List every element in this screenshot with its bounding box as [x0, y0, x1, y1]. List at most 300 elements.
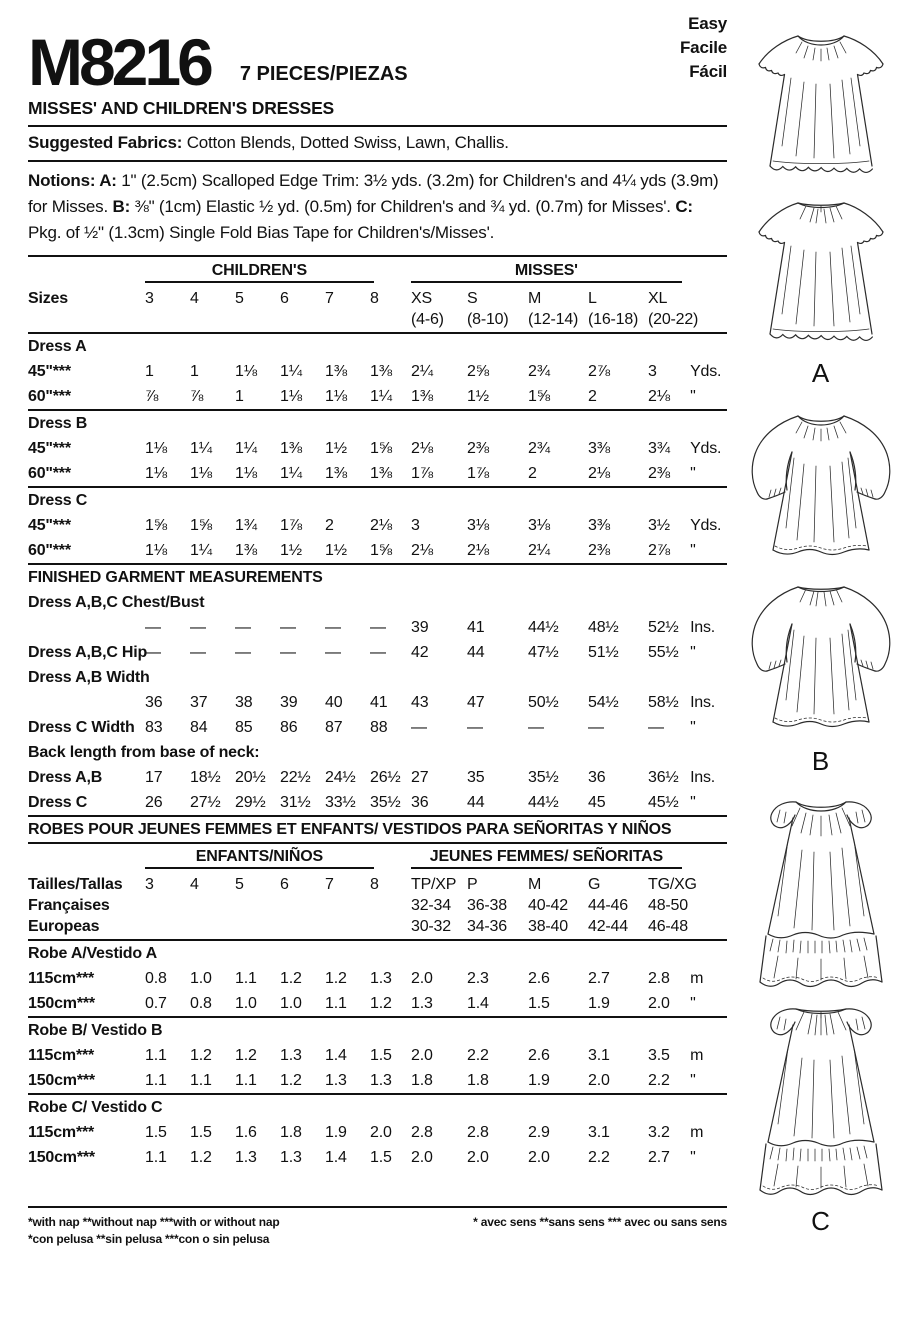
notions-a-text: 1" (2.5cm) Scalloped Edge Trim: 3½ yds. (3.2m) for Children's and 4¼ yds (3.9m) for Misses. [28, 171, 719, 216]
value-cell: 52½ [648, 619, 679, 636]
table-row [28, 1043, 727, 1068]
row-label: Tailles/Tallas [28, 876, 123, 893]
pieces-count: 7 PIECES/PIEZAS [239, 63, 408, 85]
value-cell: 2.0 [528, 1149, 550, 1166]
value-cell: 1⅞ [467, 465, 489, 482]
value-cell: 2.8 [467, 1124, 489, 1141]
value-cell: 2⅛ [411, 542, 433, 559]
value-cell: 1½ [467, 388, 489, 405]
value-cell: 1.1 [325, 995, 347, 1012]
group-header-label: CHILDREN'S [145, 262, 374, 283]
group-header-label: ENFANTS/NIÑOS [145, 848, 374, 869]
table-row [28, 1145, 727, 1170]
value-cell: 1½ [325, 542, 347, 559]
value-cell: 1 [235, 388, 244, 405]
value-cell: 45½ [648, 794, 679, 811]
value-cell: 2.9 [528, 1124, 550, 1141]
value-cell: 1⅜ [411, 388, 433, 405]
value-cell: 1⅝ [190, 517, 212, 534]
value-cell: — [370, 619, 386, 636]
value-cell: 54½ [588, 694, 619, 711]
value-cell: 51½ [588, 644, 619, 661]
dress-c-label: C [811, 1206, 830, 1236]
group-header-label: JEUNES FEMMES/ SEÑORITAS [411, 848, 682, 869]
value-cell: 39 [411, 619, 429, 636]
value-cell: 2⅜ [648, 465, 670, 482]
dress-a-back-illustration [746, 188, 896, 356]
value-cell: 48-50 [648, 897, 688, 914]
value-cell: 1¼ [235, 440, 257, 457]
value-cell: 36 [411, 794, 429, 811]
value-cell: 37 [190, 694, 208, 711]
value-cell [280, 897, 325, 918]
value-cell: — [370, 644, 386, 661]
value-cell: 1⅜ [235, 542, 257, 559]
value-cell: 44½ [528, 619, 559, 636]
dress-a-label: A [811, 358, 830, 388]
value-cell: 1.2 [280, 1072, 302, 1089]
table-row [28, 765, 727, 790]
unit-cell: " [690, 388, 696, 405]
value-cell: 5 [235, 876, 244, 893]
row-label [28, 311, 145, 333]
value-cell [325, 918, 370, 940]
row-label: Sizes [28, 290, 68, 307]
value-cell: 1.2 [190, 1047, 212, 1064]
value-cell: 2⅛ [648, 388, 670, 405]
unit-cell: m [690, 970, 704, 987]
value-cell: 2¾ [528, 440, 550, 457]
table-row [28, 897, 727, 918]
group-header-left [145, 258, 411, 286]
value-cell: 20½ [235, 769, 266, 786]
section-label: Dress C [28, 487, 727, 513]
pattern-number: M8216 [28, 25, 210, 100]
value-cell: 1.5 [370, 1047, 392, 1064]
table-row [28, 1120, 727, 1145]
value-cell: 2.0 [467, 1149, 489, 1166]
masthead [28, 0, 727, 100]
value-cell: 1½ [280, 542, 302, 559]
value-cell: TG/XG [648, 876, 697, 893]
value-cell: M [528, 290, 542, 307]
unit-cell: Ins. [690, 769, 716, 786]
table-row [28, 665, 727, 690]
value-cell: 36-38 [467, 897, 507, 914]
unit-cell: " [690, 995, 696, 1012]
value-cell: 32-34 [411, 897, 451, 914]
value-cell: 1.4 [467, 995, 489, 1012]
spacer-cell [690, 258, 727, 286]
value-cell: 17 [145, 769, 163, 786]
suggested-fabrics [28, 127, 727, 162]
value-cell [370, 311, 411, 333]
unit-cell: m [690, 1124, 704, 1141]
value-cell: 2⅝ [467, 363, 489, 380]
value-cell: 44-46 [588, 897, 628, 914]
footnotes-left [28, 1214, 279, 1248]
value-cell: 36 [588, 769, 606, 786]
figure-dress-b [738, 400, 903, 777]
value-cell: 1¾ [235, 517, 257, 534]
value-cell: 41 [467, 619, 485, 636]
value-cell: 2.7 [588, 970, 610, 987]
table-row [28, 590, 727, 615]
table-row [28, 384, 727, 410]
table-row [28, 816, 727, 843]
value-cell: 1⅝ [370, 542, 392, 559]
value-cell [145, 897, 190, 918]
table-row [28, 690, 727, 715]
value-cell: M [528, 876, 542, 893]
unit-cell [690, 918, 727, 940]
row-label: 45"*** [28, 363, 71, 380]
row-label: 45"*** [28, 517, 71, 534]
value-cell: 1.1 [145, 1072, 167, 1089]
value-cell: 40 [325, 694, 343, 711]
value-cell: 35½ [528, 769, 559, 786]
unit-cell: " [690, 644, 696, 661]
figure-dress-c [738, 788, 903, 1237]
footnote-en: *with nap **without nap ***with or without nap [28, 1215, 280, 1229]
value-cell: 1.3 [325, 1072, 347, 1089]
value-cell: 1.1 [235, 1072, 257, 1089]
value-cell: — [325, 644, 341, 661]
value-cell: 35½ [370, 794, 401, 811]
value-cell: 2⅛ [588, 465, 610, 482]
value-cell: (8-10) [467, 311, 509, 328]
value-cell: 2¼ [411, 363, 433, 380]
value-cell: 1.3 [370, 970, 392, 987]
value-cell: 2.8 [411, 1124, 433, 1141]
footnotes [28, 1206, 727, 1248]
value-cell: 1¼ [280, 465, 302, 482]
value-cell: 2⅞ [648, 542, 670, 559]
table-row [28, 564, 727, 590]
value-cell [325, 311, 370, 333]
group-header-right [411, 258, 690, 286]
row-label: Dress A,B [28, 769, 103, 786]
value-cell [190, 311, 235, 333]
unit-cell: " [690, 794, 696, 811]
value-cell: 1.2 [190, 1149, 212, 1166]
notions-b-label: B: [112, 197, 131, 216]
unit-cell: Yds. [690, 440, 722, 457]
value-cell: — [145, 619, 161, 636]
spacer-cell [690, 843, 727, 872]
value-cell: 2.0 [411, 970, 433, 987]
value-cell: 1.3 [370, 1072, 392, 1089]
row-label: 45"*** [28, 440, 71, 457]
table-row [28, 715, 727, 740]
section-label: Dress A [28, 333, 727, 359]
table-row [28, 640, 727, 665]
value-cell: 3 [411, 517, 420, 534]
value-cell: 1¼ [190, 440, 212, 457]
unit-cell: " [690, 542, 696, 559]
value-cell: — [190, 644, 206, 661]
value-cell: 4 [190, 290, 199, 307]
unit-cell: Yds. [690, 517, 722, 534]
spec-table-body [28, 258, 727, 1170]
value-cell: 2 [528, 465, 537, 482]
row-label: 115cm*** [28, 970, 95, 987]
value-cell: 2.6 [528, 1047, 550, 1064]
value-cell: 2⅛ [411, 440, 433, 457]
value-cell: 36½ [648, 769, 679, 786]
value-cell: 1.1 [190, 1072, 212, 1089]
notions-b-text: ⅜" (1cm) Elastic ½ yd. (0.5m) for Children's and ¾ yd. (0.7m) for Misses'. [130, 197, 676, 216]
row-label: 150cm*** [28, 995, 95, 1012]
value-cell: 26½ [370, 769, 401, 786]
value-cell [325, 897, 370, 918]
value-cell: 0.8 [145, 970, 167, 987]
value-cell: 3⅛ [467, 517, 489, 534]
value-cell: 27 [411, 769, 429, 786]
value-cell: 1⅝ [145, 517, 167, 534]
value-cell: XS [411, 290, 432, 307]
value-cell: 43 [411, 694, 429, 711]
value-cell [370, 918, 411, 940]
table-row [28, 872, 727, 897]
value-cell: 2 [325, 517, 334, 534]
value-cell: 3 [145, 290, 154, 307]
main-content [28, 0, 727, 1248]
unit-cell: m [690, 1047, 704, 1064]
value-cell: 2⅜ [467, 440, 489, 457]
value-cell: 27½ [190, 794, 221, 811]
row-label: 115cm*** [28, 1124, 95, 1141]
value-cell: 3.1 [588, 1124, 610, 1141]
value-cell [190, 918, 235, 940]
value-cell: 2.2 [588, 1149, 610, 1166]
value-cell: ⅞ [145, 388, 159, 405]
value-cell: — [280, 644, 296, 661]
value-cell: 2⅛ [467, 542, 489, 559]
value-cell: 2¼ [528, 542, 550, 559]
value-cell: 1⅛ [235, 363, 257, 380]
section-label: FINISHED GARMENT MEASUREMENTS [28, 564, 727, 590]
value-cell: 1⅜ [325, 363, 347, 380]
value-cell: 3¾ [648, 440, 670, 457]
value-cell: 0.8 [190, 995, 212, 1012]
value-cell: 50½ [528, 694, 559, 711]
value-cell [235, 311, 280, 333]
table-row [28, 918, 727, 940]
table-row [28, 1094, 727, 1120]
value-cell: 55½ [648, 644, 679, 661]
value-cell [235, 897, 280, 918]
value-cell: 24½ [325, 769, 356, 786]
difficulty-es: Fácil [689, 62, 727, 81]
value-cell: 1¼ [280, 363, 302, 380]
value-cell: 2 [588, 388, 597, 405]
value-cell: L [588, 290, 597, 307]
value-cell: 2⅞ [588, 363, 610, 380]
value-cell: — [235, 619, 251, 636]
table-row [28, 436, 727, 461]
value-cell [280, 311, 325, 333]
value-cell: 2.0 [411, 1047, 433, 1064]
row-label: Françaises [28, 897, 110, 914]
value-cell [190, 897, 235, 918]
value-cell: 1½ [325, 440, 347, 457]
value-cell: 1⅜ [370, 363, 392, 380]
value-cell: 47½ [528, 644, 559, 661]
value-cell: 1.4 [325, 1149, 347, 1166]
row-label: 60"*** [28, 465, 71, 482]
table-row [28, 740, 727, 765]
value-cell: 1.9 [325, 1124, 347, 1141]
value-cell: 45 [588, 794, 606, 811]
value-cell: 2.0 [588, 1072, 610, 1089]
value-cell: 0.7 [145, 995, 167, 1012]
value-cell: 29½ [235, 794, 266, 811]
value-cell: 1⅛ [145, 440, 167, 457]
value-cell: 44½ [528, 794, 559, 811]
value-cell: 38-40 [528, 918, 568, 935]
value-cell: — [411, 719, 427, 736]
footnote-es: *con pelusa **sin pelusa ***con o sin pelusa [28, 1232, 270, 1246]
value-cell: 44 [467, 794, 485, 811]
value-cell: 40-42 [528, 897, 568, 914]
group-header-left [145, 843, 411, 872]
notions-c-label: C: [675, 197, 693, 216]
table-row [28, 286, 727, 311]
value-cell: 2.2 [467, 1047, 489, 1064]
value-cell: 1¼ [370, 388, 392, 405]
dress-c-back-illustration [746, 996, 896, 1204]
value-cell: (12-14) [528, 311, 579, 328]
table-row [28, 410, 727, 436]
value-cell: G [588, 876, 601, 893]
table-row [28, 790, 727, 816]
value-cell: 1⅝ [370, 440, 392, 457]
unit-cell: " [690, 465, 696, 482]
table-row [28, 966, 727, 991]
notions [28, 162, 727, 257]
section-label: Robe A/Vestido A [28, 940, 727, 966]
section-label: Back length from base of neck: [28, 744, 260, 761]
value-cell: 1⅜ [280, 440, 302, 457]
value-cell: 7 [325, 290, 334, 307]
value-cell: 2.0 [370, 1124, 392, 1141]
value-cell: 3.5 [648, 1047, 670, 1064]
value-cell: 1.1 [235, 970, 257, 987]
value-cell [145, 918, 190, 940]
value-cell: 1.3 [280, 1047, 302, 1064]
value-cell: 85 [235, 719, 253, 736]
value-cell: 1 [145, 363, 154, 380]
value-cell: 42 [411, 644, 429, 661]
value-cell: 1.8 [411, 1072, 433, 1089]
page-title: MISSES' AND CHILDREN'S DRESSES [28, 94, 727, 127]
value-cell: 1⅜ [325, 465, 347, 482]
value-cell: 30-32 [411, 918, 451, 935]
value-cell: P [467, 876, 478, 893]
value-cell: 1.8 [280, 1124, 302, 1141]
value-cell: 41 [370, 694, 388, 711]
value-cell: 1⅛ [190, 465, 212, 482]
value-cell: 1.1 [145, 1149, 167, 1166]
value-cell: (4-6) [411, 311, 444, 328]
value-cell: 22½ [280, 769, 311, 786]
value-cell: — [588, 719, 604, 736]
value-cell: — [280, 619, 296, 636]
value-cell: 83 [145, 719, 163, 736]
value-cell: 1 [190, 363, 199, 380]
value-cell: 38 [235, 694, 253, 711]
table-row [28, 461, 727, 487]
value-cell: 2⅛ [370, 517, 392, 534]
value-cell: 1.5 [190, 1124, 212, 1141]
value-cell: 1⅛ [235, 465, 257, 482]
difficulty-fr: Facile [680, 38, 727, 57]
value-cell: ⅞ [190, 388, 204, 405]
value-cell: 1¼ [190, 542, 212, 559]
section-label: Dress B [28, 410, 727, 436]
section-label: Dress A,B,C Chest/Bust [28, 594, 205, 611]
notions-a-label: Notions: A: [28, 171, 117, 190]
value-cell: 1.0 [190, 970, 212, 987]
table-row [28, 843, 727, 872]
value-cell: 31½ [280, 794, 311, 811]
value-cell: 6 [280, 290, 289, 307]
value-cell: 1⅜ [370, 465, 392, 482]
value-cell: 1.3 [235, 1149, 257, 1166]
value-cell: 1.2 [325, 970, 347, 987]
unit-cell: " [690, 1072, 696, 1089]
table-row [28, 359, 727, 384]
table-row [28, 991, 727, 1017]
value-cell: 84 [190, 719, 208, 736]
spacer-cell [28, 843, 145, 872]
value-cell: 1.5 [528, 995, 550, 1012]
dress-a-front-illustration [746, 20, 896, 188]
value-cell: 3⅜ [588, 440, 610, 457]
value-cell: 1.1 [145, 1047, 167, 1064]
value-cell: — [235, 644, 251, 661]
value-cell: 2.7 [648, 1149, 670, 1166]
row-label: 60"*** [28, 388, 71, 405]
value-cell: 1.9 [528, 1072, 550, 1089]
value-cell: 1.3 [280, 1149, 302, 1166]
value-cell: 26 [145, 794, 163, 811]
value-cell: 2.0 [648, 995, 670, 1012]
table-row [28, 615, 727, 640]
value-cell: XL [648, 290, 668, 307]
row-label: Europeas [28, 918, 100, 935]
spacer-cell [28, 258, 145, 286]
value-cell: 1.2 [280, 970, 302, 987]
row-label: 60"*** [28, 542, 71, 559]
value-cell: 2.2 [648, 1072, 670, 1089]
table-row [28, 487, 727, 513]
value-cell: 8 [370, 876, 379, 893]
difficulty-rating [680, 12, 727, 84]
value-cell: 39 [280, 694, 298, 711]
value-cell: S [467, 290, 478, 307]
value-cell: 36 [145, 694, 163, 711]
row-label: 150cm*** [28, 1072, 95, 1089]
dress-b-front-illustration [746, 400, 896, 572]
value-cell: 46-48 [648, 918, 688, 935]
value-cell: 3⅜ [588, 517, 610, 534]
value-cell: 1.3 [411, 995, 433, 1012]
value-cell [280, 918, 325, 940]
value-cell: 1⅞ [280, 517, 302, 534]
value-cell [370, 897, 411, 918]
